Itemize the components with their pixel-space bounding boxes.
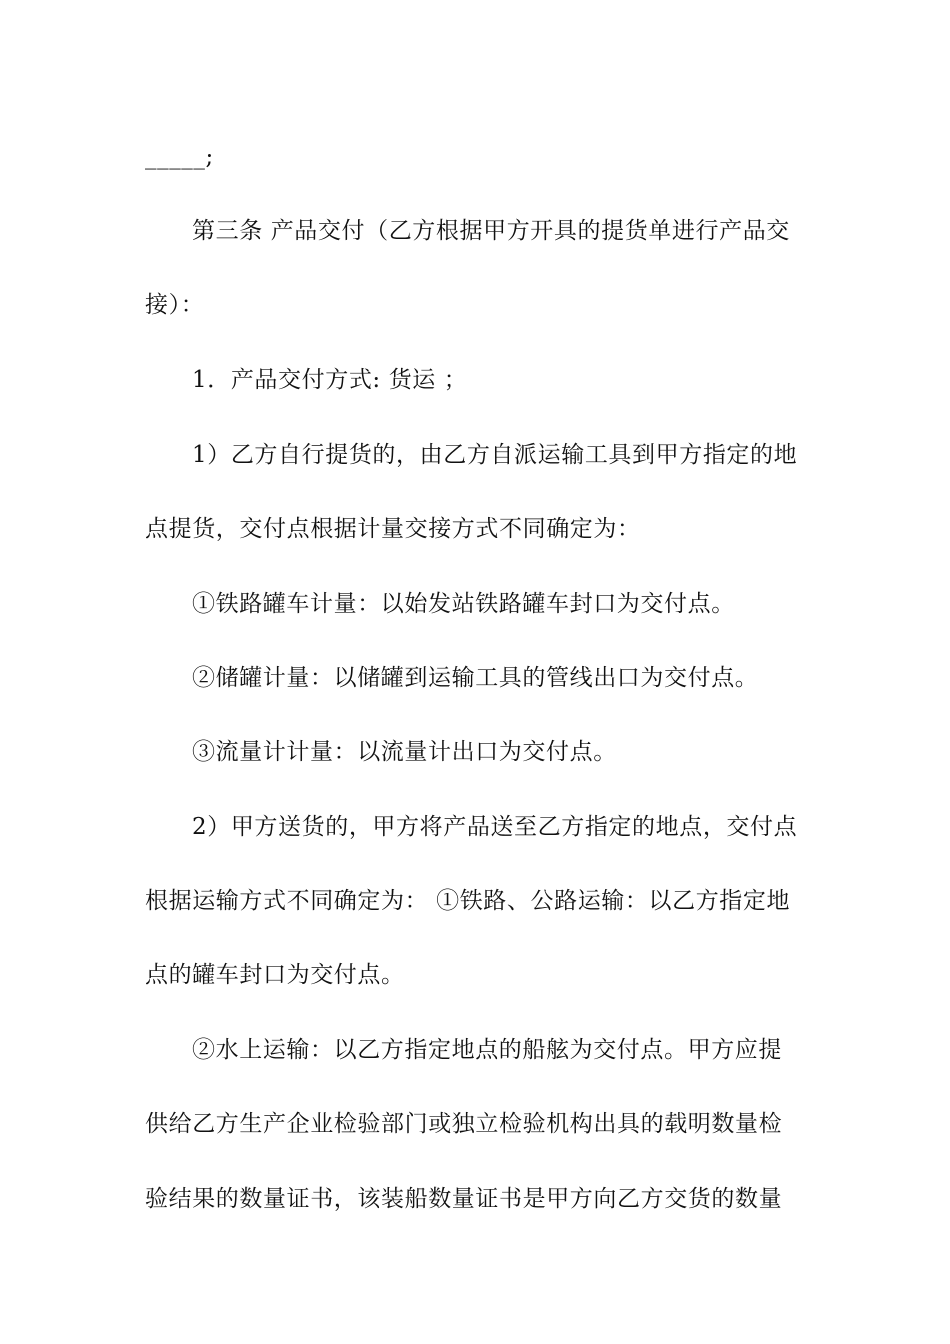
text-line: 验结果的数量证书，该装船数量证书是甲方向乙方交货的数量 <box>145 1186 783 1212</box>
text-line: 根据运输方式不同确定为： ①铁路、公路运输：以乙方指定地 <box>145 888 791 914</box>
text-line: 接）： <box>145 292 205 318</box>
text-line: 点提货，交付点根据计量交接方式不同确定为： <box>145 516 641 542</box>
text-line-flowmeter: ③流量计计量：以流量计出口为交付点。 <box>192 739 617 765</box>
text-line: 供给乙方生产企业检验部门或独立检验机构出具的载明数量检 <box>145 1111 783 1137</box>
text-line: 点的罐车封口为交付点。 <box>145 962 405 988</box>
text-line-storage-tank: ②储罐计量：以储罐到运输工具的管线出口为交付点。 <box>192 665 759 691</box>
text-line-delivery-method: 1．产品交付方式: 货运 ； <box>192 367 468 393</box>
text-line-self-pickup: 1）乙方自行提货的，由乙方自派运输工具到甲方指定的地 <box>192 442 798 468</box>
text-line-blank-field: _____; <box>145 144 214 170</box>
text-line-delivery-by-a: 2）甲方送货的，甲方将产品送至乙方指定的地点，交付点 <box>192 814 798 840</box>
text-line-water-transport: ②水上运输：以乙方指定地点的船舷为交付点。甲方应提 <box>192 1037 782 1063</box>
text-line-article-three: 第三条 产品交付（乙方根据甲方开具的提货单进行产品交 <box>192 218 790 244</box>
text-line-rail-tank: ①铁路罐车计量：以始发站铁路罐车封口为交付点。 <box>192 591 735 617</box>
